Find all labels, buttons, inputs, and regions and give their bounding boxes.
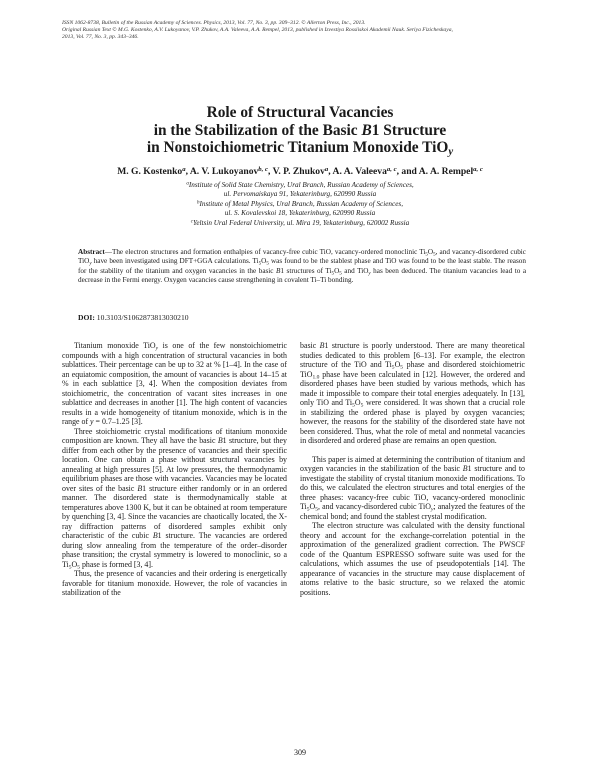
title-line: in the Stabilization of the Basic B1 Structure	[153, 121, 447, 139]
paragraph: basic B1 structure is poorly understood. There are many theoretical studies dedicated to this problem [6–13]. For example, the electron structure of the TiO and $Ti_5O_5$ phase and disordered stoichiometric TiO$_{1.0}$ phase have been calculated in [12]. However, the ordered and disordered phases have been studied by various methods, which has made it impossible to compare their total energies adequately. In [13], only TiO and $Ti_5O_5$ were considered. It was shown that a crucial role in stabilizing the ordered phase is played by oxygen vacancies; however, the reasons for the stability of the disordered state have not been considered. Thus, what the role of metal and nonmetal vacancies in disordered and ordered phase are remains an open question.	[300, 341, 525, 445]
body-column-right	[300, 341, 525, 597]
doi-line	[78, 313, 189, 322]
affiliation-line: $^a$Institute of Solid State Chemistry, Ural Branch, Russian Academy of Sciences,	[186, 181, 414, 189]
title-line: Role of Structural Vacancies	[206, 104, 394, 121]
affiliation-line: ul. S. Kovalevskoi 18, Yekaterinburg, 620990 Russia	[224, 209, 376, 218]
header-line: ISSN 1062-8738, Bulletin of the Russian Academy of Sciences. Physics, 2013, Vol. 77, No. 3, pp. 309–312. © Allerton Press, Inc., 2013.	[62, 20, 366, 26]
abstract: Abstract—The electron structures and formation enthalpies of vacancy-free cubic TiO, vacancy-ordered monoclinic $Ti_5O_5$, and vacancy-disordered cubic TiO$_y$ have been investigated using DFT+GGA calculations. $Ti_5O_5$ was found to be the stablest phase and TiO was found to be the least stable. The reason for the stability of the titanium and oxygen vacancies in the basic B1 structures of $Ti_5O_5$ and TiO$_y$ has been deduced. The titanium vacancies lead to a decrease in the Fermi energy. Oxygen vacancies cause strengthening in covalent Ti–Ti bonding.	[78, 248, 527, 284]
title-line: in Nonstoichiometric Titanium Monoxide TiO$_y$	[146, 139, 454, 158]
paragraph: Thus, the presence of vacancies and their ordering is energetically favorable for titanium monoxide. However, the role of vacancies in stabilization of the	[62, 569, 287, 597]
paragraph: This paper is aimed at determining the contribution of titanium and oxygen vacancies in the stabilization of the basic B1 structure and to investigate the stability of crystal titanium monoxide modifications. To do this, we calculated the electron structures and total energies of the three phases: vacancy-free cubic TiO, vacancy-ordered monoclinic $Ti_5O_5$, and vacancy-disordered cubic TiO$_y$; analyzed the features of the chemical bond; and found the stablest crystal modification.	[300, 454, 526, 521]
affiliation-line: ul. Pervomaiskaya 91, Yekaterinburg, 620990 Russia	[223, 190, 377, 199]
author: V. P. Zhukov	[272, 166, 325, 177]
affiliation-line: $^b$Institute of Metal Physics, Ural Branch, Russian Academy of Sciences,	[197, 199, 403, 208]
doi-label: DOI:	[78, 313, 95, 322]
affiliation-line: $^c$Yeltsin Ural Federal University, ul. Mira 19, Yekaterinburg, 620002 Russia	[190, 218, 410, 227]
author: A. A. Rempel	[418, 166, 474, 177]
paragraph: The electron structure was calculated with the density functional theory and account for the exchange-correlation potential in the approximation of the generalized gradient correction. The PWSCF code of the Quantum ESPRESSO software suite was used for the calculations, which assumes the use of pseudopotentials [14]. The appearance of vacancies in the structure may cause displacement of atoms relative to the basic structure, so we relaxed the atomic positions.	[300, 521, 525, 597]
author: A. V. Lukoyanov	[189, 166, 259, 177]
author: M. G. Kostenko	[117, 166, 183, 177]
header-line: Original Russian Text © M.G. Kostenko, A.V. Lukoyanov, V.P. Zhukov, A.A. Valeeva, A.A. Rempel, 2013, published in Izvestiya Rossiiskoi Akademii Nauk. Seriya Fizicheskaya,	[62, 27, 453, 33]
author: A. A. Valeeva	[332, 166, 387, 177]
doi-value[interactable]: 10.3103/S1062873813030210	[94, 313, 189, 322]
page-number: 309	[294, 748, 306, 757]
paragraph: Titanium monoxide TiO$_y$ is one of the few nonstoichiometric compounds with a high concentration of structural vacancies in both sublattices. Their percentage can be up to 32 at % [1–4]. In the case of an equiatomic composition, the amount of vacancies is about 14–15 at % in each sublattice [3, 4]. When the composition deviates from stoichiometric, the concentration of vacant sites increases in one sublattice and decreases in another [1]. The high content of vacancies results in a wide homogeneity of titanium monoxide, which is in the range of y = 0.7–1.25 [3].	[62, 341, 287, 426]
abstract-label: Abstract	[78, 248, 105, 256]
author-list: M. G. Kostenko$^a$, A. V. Lukoyanov$^{b, c}$, V. P. Zhukov$^a$, A. A. Valeeva$^{a, c}$, and A. A. Rempel$^{a, c}$	[117, 165, 483, 177]
article-title	[60, 104, 540, 157]
journal-header	[62, 20, 542, 41]
affiliations	[60, 181, 540, 228]
header-line: 2013, Vol. 77, No. 3, pp. 343–346.	[62, 34, 139, 40]
body-column-left	[62, 341, 287, 598]
paragraph: Three stoichiometric crystal modifications of titanium monoxide composition are known. They all have the basic B1 structure, but they differ from each other by the presence of vacancies and their specific location. One can obtain a phase without structural vacancies by annealing at high pressures [5]. At low pressures, the thermodynamic equilibrium phases are those with vacancies. Vacancies may be located over sites of the basic B1 structure either randomly or in an ordered manner. The disordered state is thermodynamically stable at temperatures above 1300 K, but it can be obtained at room temperature by quenching [3, 4]. Since the vacancies are chaotically located, the X-ray diffraction patterns of disordered samples exhibit only characteristic of the cubic B1 structure. The vacancies are ordered during slow annealing from the temperature of the order–disorder phase transition; the crystal symmetry is lowered to monoclinic, so a $Ti_5O_5$ phase is formed [3, 4].	[62, 426, 287, 570]
